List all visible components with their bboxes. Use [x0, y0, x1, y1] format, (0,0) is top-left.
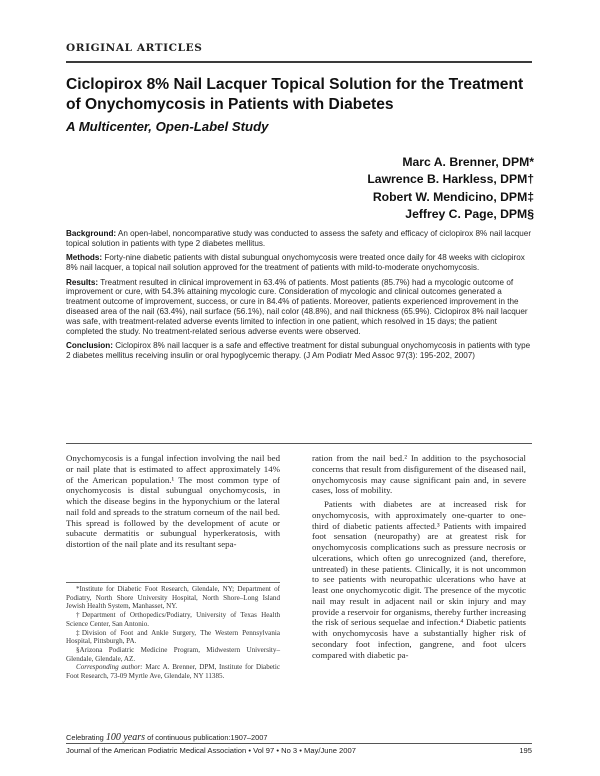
- body-paragraph: Onychomycosis is a fungal infection involving the nail bed or nail plate that is estimated to affect approximately 14% of the American population.¹ The most common type of onychomycosis is distal subungual onychomycosis, in which the disease begins in the hyponychium or the lateral nail fold and spreads to the stratum corneum of the nail bed. This spread is followed by the development of acute or subacute dermatitis or subungual hyperkeratosis, with distortion of the nail plate and its resultant sepa-: [66, 453, 280, 549]
- footnote-corresponding: [66, 663, 280, 680]
- author-name: Jeffrey C. Page, DPM§: [405, 207, 534, 222]
- footnote-affiliation: *Institute for Diabetic Foot Research, Glendale, NY; Department of Podiatry, North Shore University Hospital, North Shore–Long Island Jewish Health System, Manhasset, NY.: [66, 585, 280, 611]
- body-column-right: [312, 453, 526, 660]
- abstract-methods-label: Methods:: [66, 253, 103, 263]
- abstract-conclusion-text: Ciclopirox 8% nail lacquer is a safe and effective treatment for distal subungual onychomycosis in patients with type 2 diabetes mellitus receiving insulin or oral hypoglycemic therapy. (J Am Podiatr Med Assoc 97(3): 195-202, 2007): [66, 341, 531, 361]
- author-list: [234, 154, 534, 224]
- abstract-results: [66, 278, 532, 337]
- article-title: Ciclopirox 8% Nail Lacquer Topical Solution for the Treatment of Onychomycosis in Patients with Diabetes: [66, 76, 524, 113]
- abstract-conclusion-label: Conclusion:: [66, 341, 113, 351]
- footnote-affiliation: ‡Division of Foot and Ankle Surgery, The Western Pennsylvania Hospital, Pittsburgh, PA.: [66, 628, 280, 646]
- abstract-methods: [66, 253, 532, 273]
- journal-citation: Journal of the American Podiatric Medical Association • Vol 97 • No 3 • May/June 2007: [66, 746, 356, 755]
- corresponding-text: Marc A. Brenner, DPM, Institute for Diabetic Foot Research, 73-09 Myrtle Ave, Glendale, NY 11385.: [66, 663, 280, 681]
- body-paragraph: ration from the nail bed.² In addition to the psychosocial concerns that result from disfigurement of the diseased nail, onychomycosis may cause significant pain and, in severe cases, loss of mobility.: [312, 453, 526, 496]
- abstract-results-label: Results:: [66, 277, 99, 287]
- header-rule: [66, 61, 532, 63]
- page-number: 195: [519, 746, 532, 755]
- footnote-rule: [66, 582, 280, 583]
- abstract-background-label: Background:: [66, 229, 117, 238]
- article-subtitle: A Multicenter, Open-Label Study: [66, 119, 269, 134]
- author-name: Marc A. Brenner, DPM*: [402, 155, 534, 169]
- abstract: [66, 229, 532, 366]
- body-column-left: [66, 453, 280, 550]
- footnote-affiliation: §Arizona Podiatric Medicine Program, Midwestern University–Glendale, Glendale, AZ.: [66, 645, 280, 663]
- author-name: Lawrence B. Harkless, DPM†: [367, 172, 534, 187]
- abstract-conclusion: [66, 341, 532, 361]
- section-label: ORIGINAL ARTICLES: [66, 42, 203, 54]
- corresponding-label: Corresponding author:: [76, 663, 143, 672]
- body-paragraph: Patients with diabetes are at increased risk for onychomycosis, with approximately one-quarter to one-third of diabetic patients affected.³ Patients with impaired foot sensation (neuropathy) are at greatest risk for onychomycosis complications such as pressure necrosis or ulcerations, which often go unrecognized (and, therefore, untreated) in these patients. Clinically, it is not uncommon to see patients with neuropathic ulcerations who have at least one onychomycotic digit. The presence of the mycotic nail may result in adjacent nail or skin injury and may provide a reservoir for organisms, thereby further increasing the risk of serious sequelae and infection.⁴ Diabetic patients with onychomycosis have a substantially higher risk of secondary foot infection, gangrene, and foot ulcers compared with diabetic pa-: [312, 499, 526, 660]
- celebrating-prefix: Celebrating: [66, 733, 106, 742]
- abstract-rule: [66, 443, 532, 444]
- celebrating-banner: [66, 732, 306, 743]
- footnotes: [66, 585, 280, 681]
- abstract-results-text: Treatment resulted in clinical improvement in 63.4% of patients. Most patients (85.7%) had a mycologic outcome of improvement or cure, with 54.3% attaining mycologic cure. Consideration of mycologic and clinical outcomes generated a treatment outcome of improvement, success, or cure in 84.4% of patients. Moreover, patients experienced improvement in the diseased area of the nail (63.4%), nail surface (56.1%), nail color (48.8%), and nail thickness (65.9%). Ciclopirox 8% nail lacquer was safe, with treatment-related adverse events limited to infection in one patient, which resolved in 15 days; the patient completed the study. No treatment-related serious adverse events were observed.: [66, 277, 528, 336]
- abstract-background: [66, 229, 532, 249]
- abstract-background-text: An open-label, noncomparative study was conducted to assess the safety and efficacy of ciclopirox 8% nail lacquer topical solution in patients with type 2 diabetes mellitus.: [66, 229, 532, 248]
- celebrating-suffix: of continuous publication:1907–2007: [145, 733, 268, 742]
- footnote-affiliation: †Department of Orthopedics/Podiatry, University of Texas Health Science Center, San Antonio.: [66, 611, 280, 628]
- author-name: Robert W. Mendicino, DPM‡: [372, 189, 534, 204]
- footer-rule: [66, 743, 532, 744]
- abstract-methods-text: Forty-nine diabetic patients with distal subungual onychomycosis were treated once daily for 48 weeks with ciclopirox 8% nail lacquer, a topical nail solution approved for the treatment of patients with mild-to-moderate onychomycosis.: [66, 253, 525, 273]
- celebrating-years: 100 years: [105, 732, 146, 743]
